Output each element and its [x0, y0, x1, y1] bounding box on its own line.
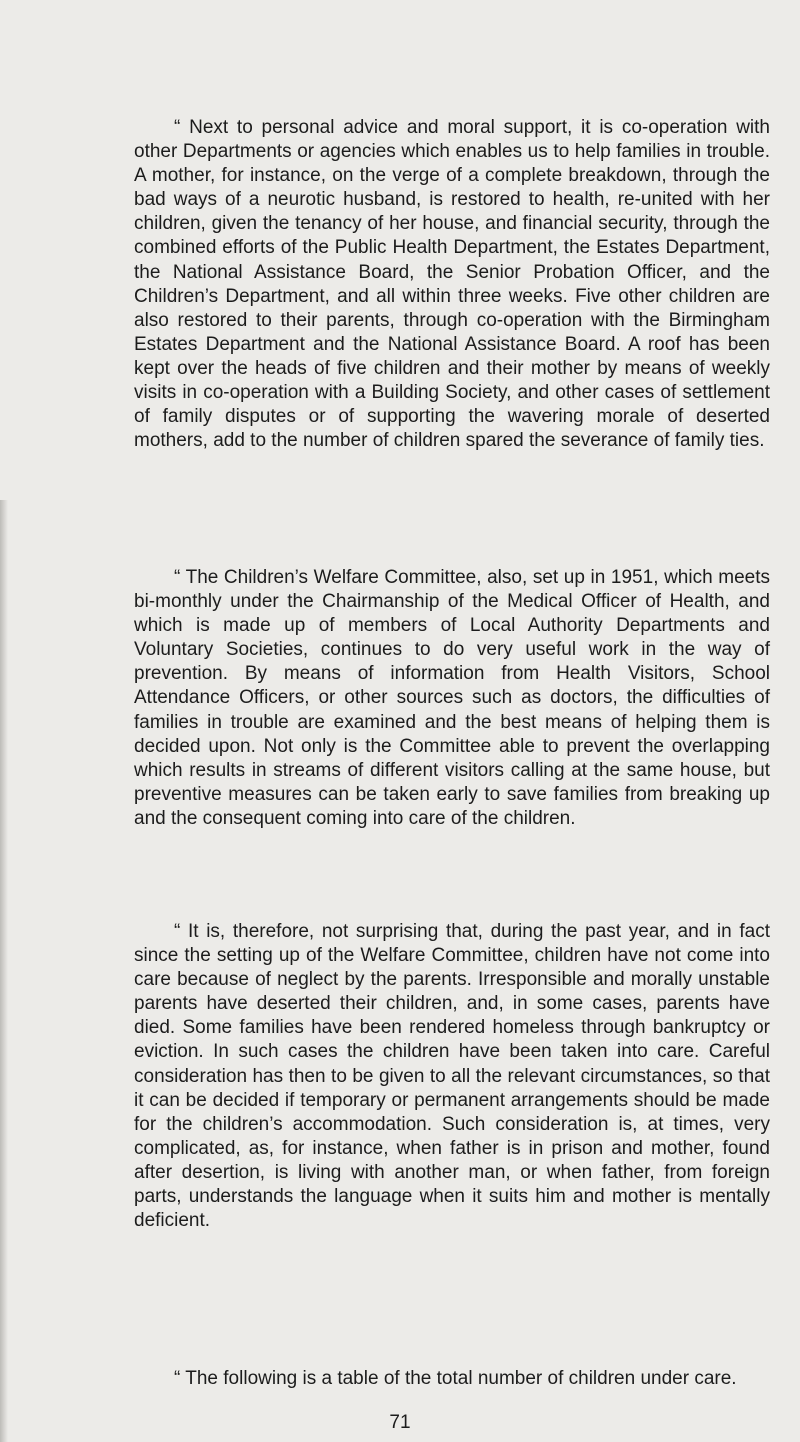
binding-shadow	[0, 500, 8, 1442]
paragraph-text: “ It is, therefore, not surprising that, during the past year, and in fact since the setting up of the Welfare Committee, children have not come into care because of neglect by the parents. Irresponsible and morally unstable parents have deserted their children, and, in some cases, parents have died. Some families have been rendered homeless through bankruptcy or eviction. In such cases the children have been taken into care. Careful consideration has then to be given to all the relevant circumstances, so that it can be decided if temporary or permanent arrangements should be made for the children’s accommodation. Such consideration is, at times, very complicated, as, for instance, when father is in prison and mother, found after desertion, is living with another man, or when father, from foreign parts, understands the language when it suits him and mother is mentally deficient.	[134, 921, 770, 1232]
paragraph-welfare-committee	[134, 566, 770, 831]
paragraph-children-into-care	[134, 920, 770, 1233]
page-number: 71	[389, 1412, 411, 1433]
paragraph-text: “ The Children’s Welfare Committee, also, set up in 1951, which meets bi-monthly under the Chairmanship of the Medical Officer of Health, and which is made up of members of Local Authority Departments and Voluntary Societies, continues to do very useful work in the way of prevention. By means of information from Health Visitors, School Attendance Officers, or other sources such as doctors, the difficulties of families in trouble are examined and the best means of helping them is decided upon. Not only is the Committee able to prevent the overlapping which results in streams of different visitors calling at the same house, but preventive measures can be taken early to save families from breaking up and the consequent coming into care of the children.	[134, 567, 770, 829]
paragraph-text: “ The following is a table of the total number of children under care.	[174, 1368, 737, 1389]
paragraph-text: “ Next to personal advice and moral support, it is co-operation with other Departments or agencies which enables us to help families in trouble. A mother, for instance, on the verge of a complete breakdown, through the bad ways of a neurotic husband, is restored to health, re-united with her children, given the tenancy of her house, and financial security, through the combined efforts of the Public Health Department, the Estates Department, the National Assistance Board, the Senior Probation Officer, and the Children’s Department, and all within three weeks. Five other children are also restored to their parents, through co-operation with the Birmingham Estates Department and the National Assistance Board. A roof has been kept over the heads of five children and their mother by means of weekly visits in co-operation with a Building Society, and other cases of settlement of family disputes or of supporting the wavering morale of deserted mothers, add to the number of children spared the severance of family ties.	[134, 117, 770, 452]
paragraph-cooperation	[134, 116, 770, 453]
paragraph-table-intro	[134, 1367, 770, 1391]
